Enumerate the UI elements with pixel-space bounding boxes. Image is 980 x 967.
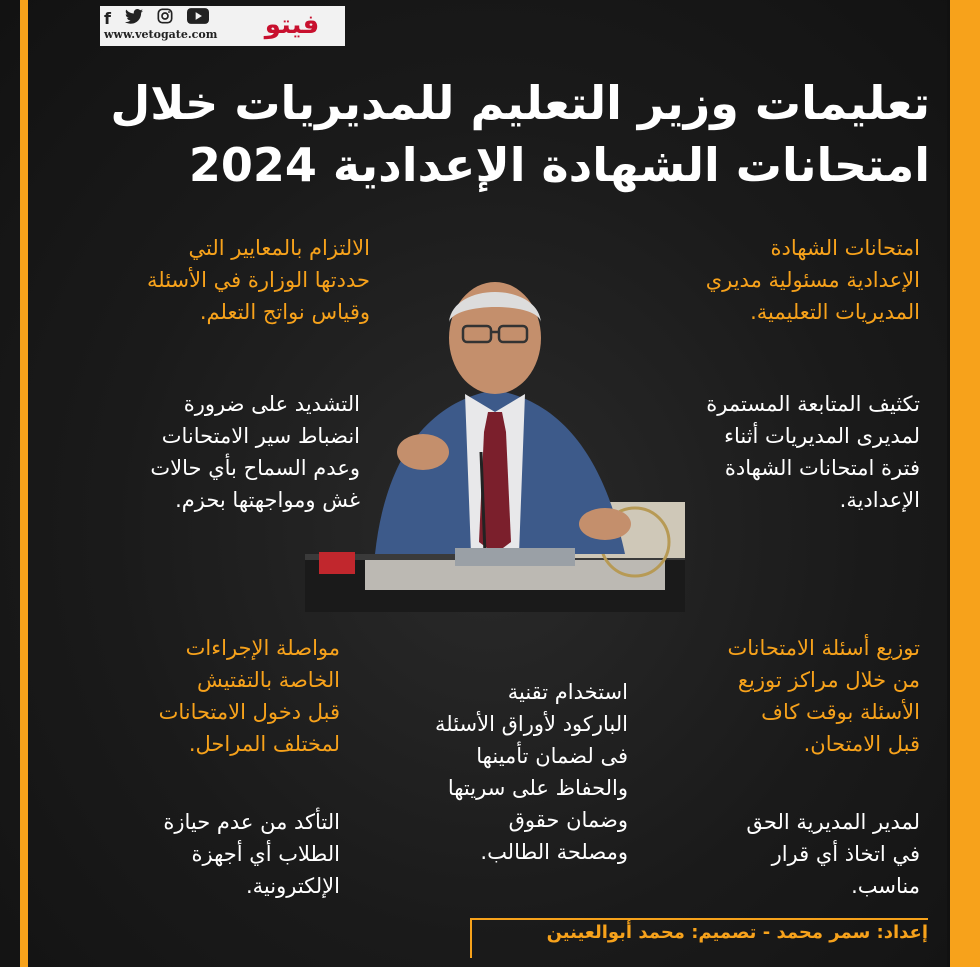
- text-line: الإعدادية مسئولية مديري: [705, 268, 920, 292]
- twitter-icon[interactable]: [125, 9, 143, 28]
- text-line: التشديد على ضرورة: [183, 392, 360, 416]
- text-line: التأكد من عدم حيازة: [163, 810, 340, 834]
- text-line: الخاصة بالتفتيش: [196, 668, 340, 692]
- right-point-3: [620, 632, 920, 760]
- text-line: من خلال مراكز توزيع: [737, 668, 920, 692]
- vetogate-logo: [244, 8, 340, 42]
- text-line: وضمان حقوق: [508, 808, 628, 832]
- logo-text: فيتو: [264, 10, 320, 40]
- text-line: لمدير المديرية الحق: [746, 810, 920, 834]
- text-line: المديريات التعليمية.: [750, 300, 920, 324]
- social-icons: [104, 8, 209, 28]
- text-line: استخدام تقنية: [507, 680, 628, 704]
- page-title: [40, 72, 930, 196]
- text-line: فترة امتحانات الشهادة: [724, 456, 920, 480]
- text-line: لمديرى المديريات أثناء: [724, 424, 920, 448]
- text-line: ومصلحة الطالب.: [480, 840, 628, 864]
- text-line: مناسب.: [851, 874, 920, 898]
- right-accent-bar: [950, 0, 980, 967]
- instagram-icon[interactable]: [157, 8, 173, 28]
- title-line-1: تعليمات وزير التعليم للمديريات خلال: [110, 76, 930, 130]
- footer-divider: [470, 918, 928, 920]
- text-line: في اتخاذ أي قرار: [771, 842, 920, 866]
- text-line: غش ومواجهتها بحزم.: [175, 488, 360, 512]
- text-line: وعدم السماح بأي حالات: [150, 456, 360, 480]
- site-url[interactable]: www.vetogate.com: [104, 28, 218, 41]
- text-line: مواصلة الإجراءات: [185, 636, 340, 660]
- minister-photo: [305, 262, 685, 612]
- text-line: الطلاب أي أجهزة: [191, 842, 340, 866]
- left-point-4: [40, 806, 340, 902]
- title-line-2: امتحانات الشهادة الإعدادية 2024: [188, 138, 930, 192]
- footer-separator: [470, 918, 472, 958]
- text-line: قبل الامتحان.: [803, 732, 920, 756]
- text-line: الإلكترونية.: [246, 874, 340, 898]
- text-line: قبل دخول الامتحانات: [158, 700, 340, 724]
- text-line: الالتزام بالمعايير التي: [188, 236, 370, 260]
- text-line: الباركود لأوراق الأسئلة: [435, 712, 628, 736]
- text-line: امتحانات الشهادة: [770, 236, 920, 260]
- text-line: لمختلف المراحل.: [188, 732, 340, 756]
- text-line: فى لضمان تأمينها: [476, 744, 628, 768]
- left-point-3: [40, 632, 340, 760]
- text-line: تكثيف المتابعة المستمرة: [706, 392, 920, 416]
- text-line: حددتها الوزارة في الأسئلة: [146, 268, 370, 292]
- center-point: [360, 676, 628, 868]
- text-line: الإعدادية.: [839, 488, 920, 512]
- text-line: الأسئلة بوقت كاف: [761, 700, 920, 724]
- left-accent-bar: [20, 0, 28, 967]
- text-line: وقياس نواتج التعلم.: [199, 300, 370, 324]
- right-point-4: [620, 806, 920, 902]
- facebook-icon[interactable]: f: [104, 8, 111, 28]
- credits: إعداد: سمر محمد - تصميم: محمد أبوالعينين: [546, 922, 928, 943]
- text-line: توزيع أسئلة الامتحانات: [727, 636, 920, 660]
- youtube-icon[interactable]: [187, 8, 209, 28]
- text-line: والحفاظ على سريتها: [447, 776, 628, 800]
- text-line: انضباط سير الامتحانات: [161, 424, 360, 448]
